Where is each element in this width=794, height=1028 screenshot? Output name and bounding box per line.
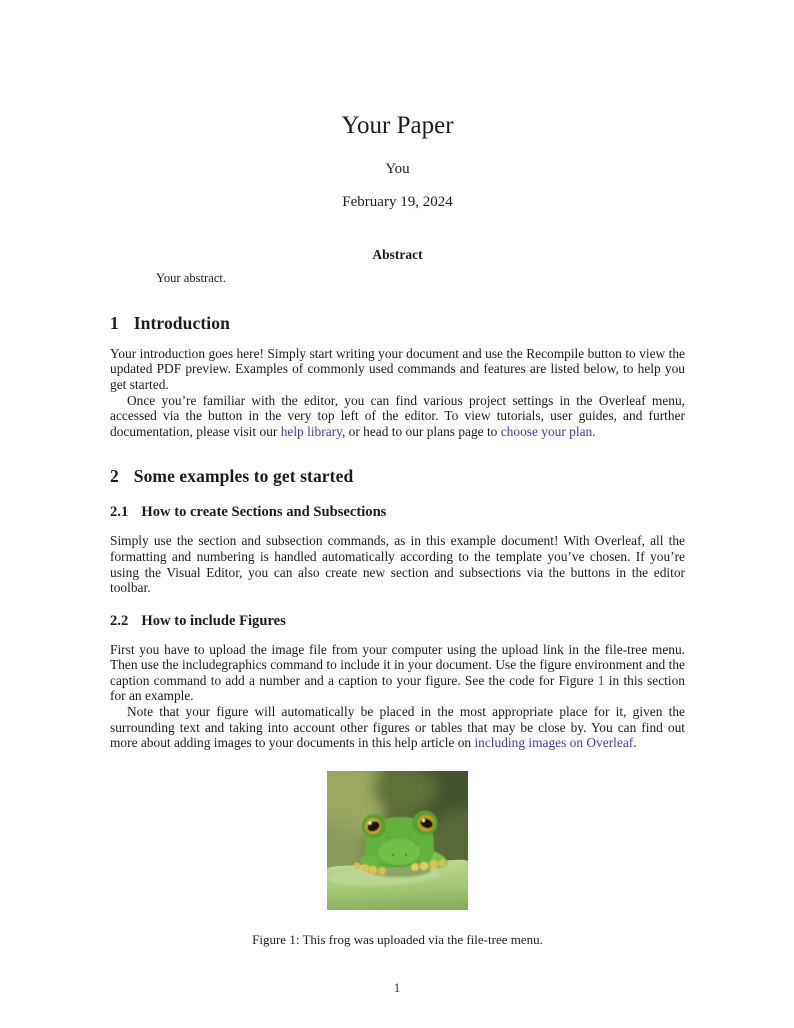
paper-title: Your Paper (341, 112, 454, 139)
subsection-2-1-paragraph: Simply use the section and subsection commands, as in this example document! With Overleaf, all the formatting and numbering is handled automatically according to the template you’ve chosen. If you’re using the Visual Editor, you can also create new section and subsections via the buttons in the editor toolbar. (110, 533, 685, 596)
intro-paragraph-2 (110, 393, 685, 440)
section-1-heading (110, 313, 685, 334)
intro-p2-text-3: . (592, 423, 596, 439)
section-2-title: Some examples to get started (133, 466, 354, 487)
sub22-p1-text-1: First you have to upload the image file from your computer using the upload link in the file-tree menu. Then use the includegraphics command to include it in your document. Use the figure environment and the caption command to add a number and a caption to your figure. See the code for Figure (110, 641, 685, 688)
subsection-2-1-title: How to create Sections and Subsections (141, 504, 387, 521)
section-1-number: 1 (110, 312, 119, 333)
choose-your-plan-link[interactable]: choose your plan (500, 423, 593, 439)
section-2-number: 2 (110, 466, 119, 487)
subsection-2-2-paragraph-1 (110, 642, 685, 704)
frog-image (327, 771, 468, 910)
frog-photo (327, 771, 468, 910)
intro-paragraph-1: Your introduction goes here! Simply start writing your document and use the Recompile button to view the updated PDF preview. Examples of commonly used commands and features are listed below, to help you get started. (110, 345, 685, 392)
paper-author: You (385, 160, 410, 177)
title-block (110, 112, 685, 211)
paper-date: February 19, 2024 (342, 193, 453, 210)
subsection-2-1-number: 2.1 (110, 504, 129, 521)
subsection-2-2-number: 2.2 (110, 612, 129, 629)
sub22-p1-text-2: in this section for an example. (110, 672, 685, 704)
subsection-2-2-title: How to include Figures (141, 612, 286, 629)
subsection-2-2-paragraph-2 (110, 704, 685, 751)
including-images-link[interactable]: including images on Overleaf (474, 735, 634, 751)
sub22-p2-text-2: . (633, 735, 637, 751)
section-1-title: Introduction (133, 312, 230, 333)
figure-1-caption: Figure 1: This frog was uploaded via the file-tree menu. (252, 931, 543, 947)
section-2-heading (110, 466, 685, 487)
help-library-link[interactable]: help library (280, 423, 342, 439)
sub22-p2-text-1: Note that your figure will automatically be placed in the most appropriate place for it, given the surrounding text and taking into account other figures or tables that may be close by. You can find out more about adding images to your documents in this help article on (110, 704, 685, 751)
figure-1-block (110, 771, 685, 948)
abstract-body: Your abstract. (156, 270, 227, 285)
abstract-heading: Abstract (372, 246, 423, 262)
abstract-section (110, 247, 685, 286)
figure-1-reference-link[interactable]: 1 (597, 672, 605, 688)
subsection-2-1-heading (110, 504, 685, 521)
subsection-2-2-heading (110, 613, 685, 630)
intro-p2-text-1: Once you’re familiar with the editor, you can find various project settings in the Overleaf menu, accessed via the button in the very top left of the editor. To view tutorials, user guides, and further documentation, please visit our (110, 392, 685, 439)
intro-p2-text-2: , or head to our plans page to (341, 423, 501, 439)
page-number: 1 (393, 980, 401, 995)
